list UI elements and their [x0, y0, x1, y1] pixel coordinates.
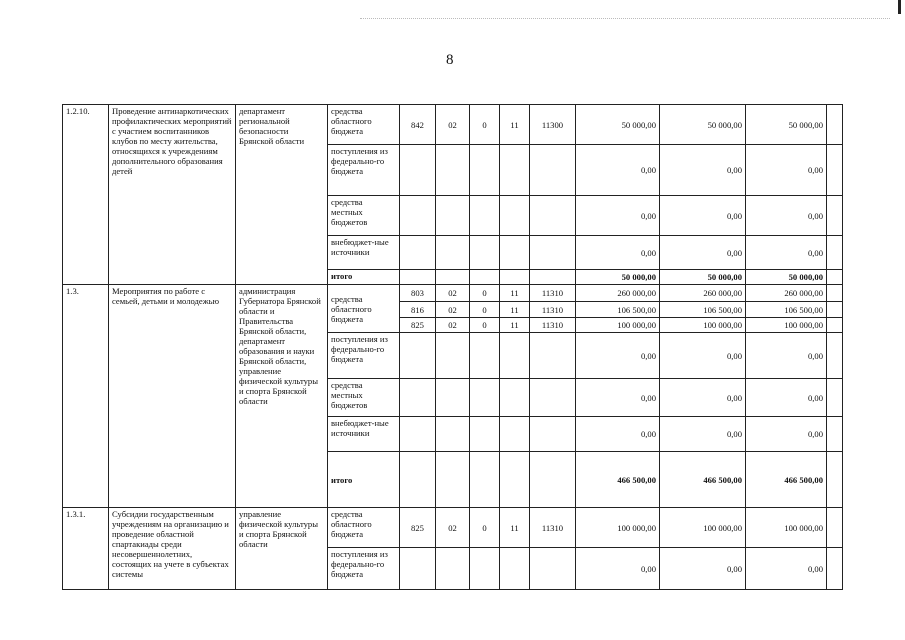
value-year-1: 100 000,00: [576, 318, 660, 333]
value-year-2: 260 000,00: [660, 285, 746, 302]
code-pgp: 11: [500, 105, 530, 145]
total-year-3: 50 000,00: [746, 270, 827, 285]
total-label: итого: [328, 452, 400, 508]
code-pgp: 11: [500, 285, 530, 302]
table-row: [63, 105, 843, 145]
value-year-3: 0,00: [746, 333, 827, 379]
value-year-1: 106 500,00: [576, 302, 660, 318]
value-year-1: 50 000,00: [576, 105, 660, 145]
executor: департамент региональной безопасности Брянской области: [236, 105, 328, 285]
code-rz: 02: [436, 318, 470, 333]
value-year-3: 0,00: [746, 236, 827, 270]
source-label: средства местных бюджетов: [328, 196, 400, 236]
value-year-1: 0,00: [576, 145, 660, 196]
value-year-2: 106 500,00: [660, 302, 746, 318]
value-year-3: 0,00: [746, 548, 827, 590]
code-gp: 0: [470, 302, 500, 318]
budget-table: [62, 104, 843, 590]
value-year-1: 260 000,00: [576, 285, 660, 302]
code-grbs: 842: [400, 105, 436, 145]
total-year-3: 466 500,00: [746, 452, 827, 508]
value-year-3: 0,00: [746, 196, 827, 236]
table-row: [63, 285, 843, 302]
source-label: поступления из федерально-го бюджета: [328, 145, 400, 196]
value-year-1: 0,00: [576, 333, 660, 379]
total-year-2: 50 000,00: [660, 270, 746, 285]
value-year-2: 0,00: [660, 417, 746, 452]
code-gp: 0: [470, 285, 500, 302]
value-year-2: 0,00: [660, 548, 746, 590]
source-label: поступления из федерально-го бюджета: [328, 548, 400, 590]
row-number: 1.2.10.: [63, 105, 109, 285]
table-row: [63, 508, 843, 548]
value-year-2: 0,00: [660, 145, 746, 196]
executor: управление физической культуры и спорта Брянской области: [236, 508, 328, 590]
code-rz: 02: [436, 285, 470, 302]
code-grbs: 825: [400, 318, 436, 333]
measure-name: Мероприятия по работе с семьей, детьми и молодежью: [109, 285, 236, 508]
source-label: внебюджет-ные источники: [328, 236, 400, 270]
code-pgp: 11: [500, 508, 530, 548]
code-grbs: 803: [400, 285, 436, 302]
source-label: поступления из федерально-го бюджета: [328, 333, 400, 379]
scan-dots: [360, 18, 890, 21]
code-direction: 11300: [530, 105, 576, 145]
value-year-2: 50 000,00: [660, 105, 746, 145]
page-number: 8: [446, 52, 454, 68]
code-rz: 02: [436, 105, 470, 145]
executor: администрация Губернатора Брянской области и Правительства Брянской области, департамент образования и науки Брянской области, управление физической культуры и спорта Брянской области: [236, 285, 328, 508]
source-label: внебюджет-ные источники: [328, 417, 400, 452]
code-direction: 11310: [530, 302, 576, 318]
value-year-3: 0,00: [746, 145, 827, 196]
value-year-2: 0,00: [660, 333, 746, 379]
total-year-2: 466 500,00: [660, 452, 746, 508]
code-direction: 11310: [530, 285, 576, 302]
value-year-1: 0,00: [576, 417, 660, 452]
value-year-3: 100 000,00: [746, 508, 827, 548]
source-label: средства областного бюджета: [328, 285, 400, 333]
code-grbs: 816: [400, 302, 436, 318]
code-pgp: 11: [500, 318, 530, 333]
value-year-2: 100 000,00: [660, 318, 746, 333]
value-year-2: 0,00: [660, 379, 746, 417]
measure-name: Проведение антинаркотических профилактических мероприятий с участием воспитанников клубов по месту жительства, относящихся к учреждениям дополнительного образования детей: [109, 105, 236, 285]
value-year-1: 0,00: [576, 196, 660, 236]
value-year-1: 0,00: [576, 379, 660, 417]
total-year-1: 466 500,00: [576, 452, 660, 508]
empty-cell: [827, 105, 843, 145]
value-year-1: 100 000,00: [576, 508, 660, 548]
row-number: 1.3.: [63, 285, 109, 508]
measure-name: Субсидии государственным учреждениям на организацию и проведение областной спартакиады среди несовершеннолетних, состоящих на учете в субъектах системы: [109, 508, 236, 590]
code-pgp: 11: [500, 302, 530, 318]
value-year-1: 0,00: [576, 236, 660, 270]
total-year-1: 50 000,00: [576, 270, 660, 285]
value-year-3: 0,00: [746, 417, 827, 452]
value-year-3: 260 000,00: [746, 285, 827, 302]
code-direction: 11310: [530, 318, 576, 333]
row-number: 1.3.1.: [63, 508, 109, 590]
value-year-2: 0,00: [660, 196, 746, 236]
total-label: итого: [328, 270, 400, 285]
corner-mark: [898, 0, 901, 14]
source-label: средства областного бюджета: [328, 508, 400, 548]
value-year-2: 0,00: [660, 236, 746, 270]
code-gp: 0: [470, 318, 500, 333]
source-label: средства местных бюджетов: [328, 379, 400, 417]
code-direction: 11310: [530, 508, 576, 548]
value-year-3: 106 500,00: [746, 302, 827, 318]
code-rz: 02: [436, 302, 470, 318]
value-year-3: 100 000,00: [746, 318, 827, 333]
value-year-3: 50 000,00: [746, 105, 827, 145]
value-year-1: 0,00: [576, 548, 660, 590]
code-rz: 02: [436, 508, 470, 548]
code-gp: 0: [470, 508, 500, 548]
code-gp: 0: [470, 105, 500, 145]
code-grbs: 825: [400, 508, 436, 548]
source-label: средства областного бюджета: [328, 105, 400, 145]
value-year-2: 100 000,00: [660, 508, 746, 548]
value-year-3: 0,00: [746, 379, 827, 417]
